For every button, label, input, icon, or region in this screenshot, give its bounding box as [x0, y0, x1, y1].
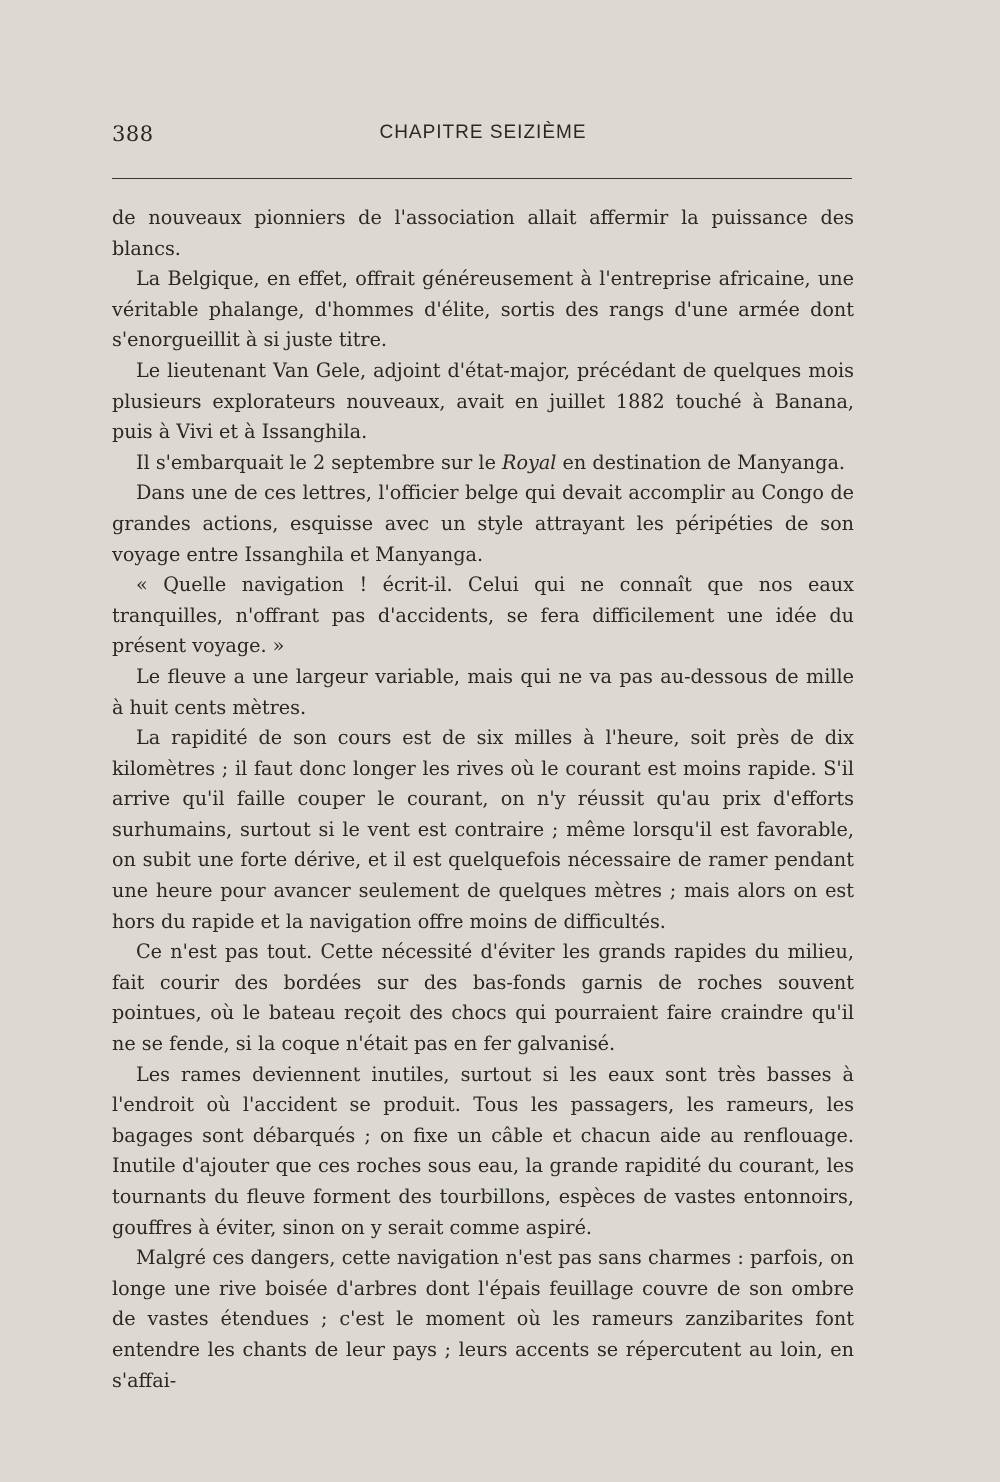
- paragraph: La Belgique, en effet, offrait généreusement à l'entreprise africaine, une véritable phalange, d'hommes d'élite, sortis des rangs d'une armée dont s'enorgueillit à si juste titre.: [112, 267, 854, 352]
- paragraph-continued: de nouveaux pionniers de l'association allait affermir la puissance des blancs.: [112, 206, 854, 260]
- paragraph: Les rames deviennent inutiles, surtout si les eaux sont très basses à l'endroit où l'accident se produit. Tous les passagers, les rameurs, les bagages sont débarqués ; on fixe un câble et chacun aide au renflouage. Inutile d'ajouter que ces roches sous eau, la grande rapidité du courant, les tournants du fleuve forment des tourbillons, espèces de vastes entonnoirs, gouffres à éviter, sinon on y serait comme aspiré.: [112, 1062, 854, 1239]
- body-text: [112, 203, 854, 1396]
- text-run: Il s'embarquait le 2 septembre sur le: [136, 450, 503, 474]
- header-rule: [112, 178, 852, 179]
- chapter-title: CHAPITRE SEIZIÈME: [379, 122, 587, 143]
- running-header: [112, 118, 854, 154]
- paragraph-quote: « Quelle navigation ! écrit-il. Celui qui ne connaît que nos eaux tranquilles, n'offrant pas d'accidents, se fera difficilement une idée du présent voyage. »: [112, 573, 854, 658]
- paragraph: Dans une de ces lettres, l'officier belge qui devait accomplir au Congo de grandes actions, esquisse avec un style attrayant les péripéties de son voyage entre Issanghila et Manyanga.: [112, 481, 854, 566]
- page-number: 388: [112, 122, 154, 146]
- paragraph: Malgré ces dangers, cette navigation n'est pas sans charmes : parfois, on longe une rive boisée d'arbres dont l'épais feuillage couvre de son ombre de vastes étendues ; c'est le moment où les rameurs zanzibarites font entendre les chants de leur pays ; leurs accents se répercutent au loin, en s'affai-: [112, 1246, 854, 1392]
- paragraph: Ce n'est pas tout. Cette nécessité d'éviter les grands rapides du milieu, fait courir des bordées sur des bas-fonds garnis de roches souvent pointues, où le bateau reçoit des chocs qui pourraient faire craindre qu'il ne se fende, si la coque n'était pas en fer galvanisé.: [112, 940, 854, 1056]
- paragraph: La rapidité de son cours est de six milles à l'heure, soit près de dix kilomètres ; il faut donc longer les rives où le courant est moins rapide. S'il arrive qu'il faille couper le courant, on n'y réussit qu'au prix d'efforts surhumains, surtout si le vent est contraire ; même lorsqu'il est favorable, on subit une forte dérive, et il est quelquefois nécessaire de ramer pendant une heure pour avancer seulement de quelques mètres ; mais alors on est hors du rapide et la navigation offre moins de difficultés.: [112, 726, 854, 933]
- text-run: en destination de Manyanga.: [556, 450, 845, 474]
- paragraph: Le fleuve a une largeur variable, mais qui ne va pas au-dessous de mille à huit cents mètres.: [112, 664, 854, 719]
- ship-name: Royal: [502, 450, 557, 474]
- paragraph: Le lieutenant Van Gele, adjoint d'état-major, précédant de quelques mois plusieurs explorateurs nouveaux, avait en juillet 1882 touché à Banana, puis à Vivi et à Issanghila.: [112, 358, 854, 444]
- paragraph-royal: [112, 448, 854, 479]
